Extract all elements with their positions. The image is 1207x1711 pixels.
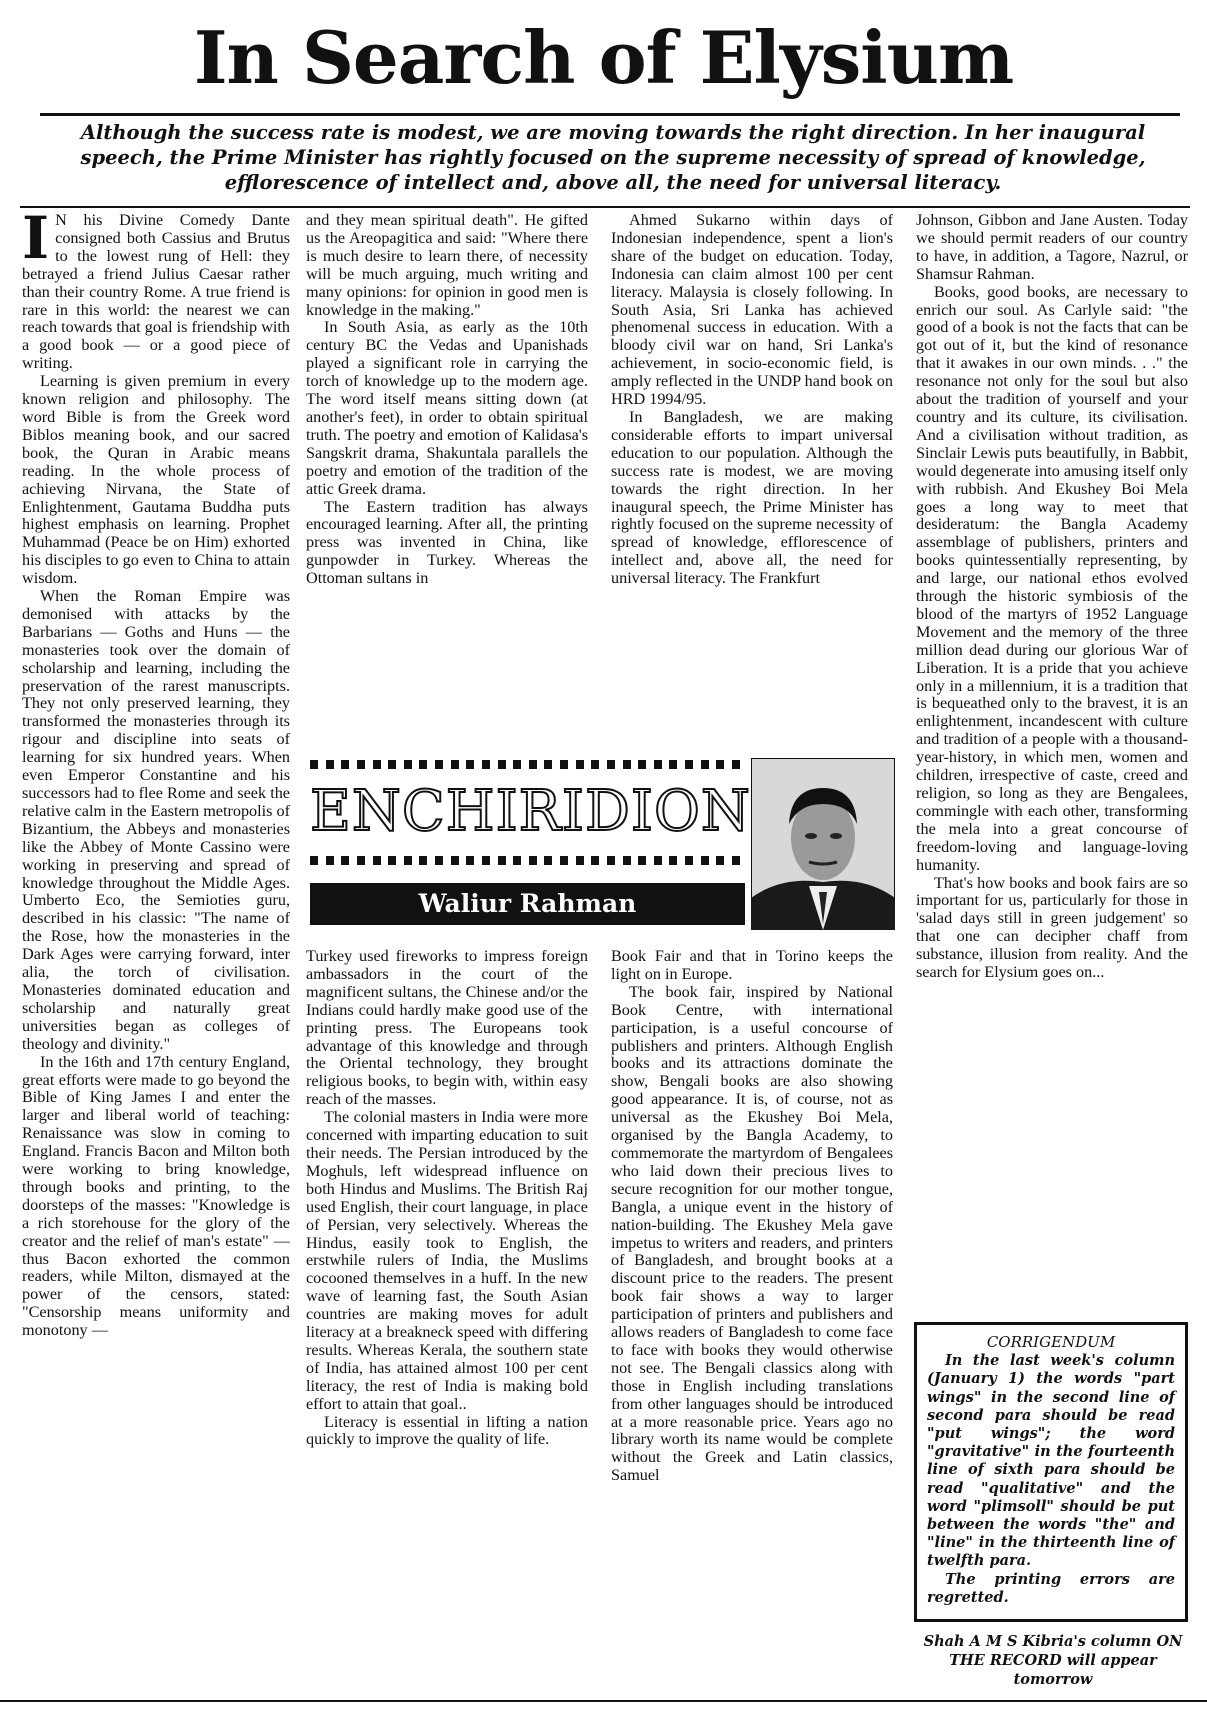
article-column-2-bottom [306,948,588,1700]
article-column-4 [916,212,1188,1312]
paragraph: The colonial masters in India were more concerned with imparting education to suit their needs. The Persian introduced by the Moghuls, left widespread influence on both Hindus and Muslims. The British Raj used English, their court language, in place of Persian, very selectively. Whereas the Hindus, easily took to English, the erstwhile rulers of India, the Muslims cocooned themselves in a huff. In the new wave of learning fast, the South Asian countries are making moves for adult literacy at a breakneck speed with differing results. Whereas Kerala, the southern state of India, has attained almost 100 per cent literacy, the rest of India is making bold effort to attain that goal.. [306,1108,588,1413]
dot-border-bottom [310,856,740,866]
column-banner [310,758,900,938]
paragraph: When the Roman Empire was demonised with attacks by the Barbarians — Goths and Huns — the monasteries took over the domain of scholarship and learning, including the preservation of the rarest manuscripts. They not only preserved learning, they transformed the monasteries through its rigour and discipline into seats of learning for six hundred years. When even Emperor Constantine and his successors had to flee Rome and seek the relative calm in the Eastern metropolis of Bizantium, the Abbeys and monasteries like the Abbey of Monte Cassino were working in preserving and spread of knowledge throughout the Middle Ages. Umberto Eco, the Semioties guru, described in his classic: "The name of the Rose, how the monasteries in the Dark Ages were carrying forward, inter alia, the torch of civilisation. Monasteries dominated education and scholarship and naturally great universities began as colleges of theology and divinity." [22,587,290,1053]
deck-rule [20,206,1190,208]
paragraph: I N his Divine Comedy Dante consigned both Cassius and Brutus to the lowest rung of Hell: they betrayed a friend Julius Caesar rather than their country Rome. A true friend is rare in this world: the nearest we can reach towards that goal is friendship with a good book — or a good piece of writing. [22,212,290,373]
corrigendum-body: In the last week's column (January 1) the words "part wings" in the second line of second para should be read "put wings"; the word "gravitative" in the fourteenth line of sixth para should be read "qualitative" and the word "plimsoll" should be put between the words "the" and "line" in the thirteenth line of twelfth para. [927,1352,1175,1570]
article-column-1 [22,212,290,1700]
paragraph: In the 16th and 17th century England, great efforts were made to go beyond the Bible of King James I and enter the larger and liberal world of teaching: Renaissance was slow in coming to England. Francis Bacon and Milton both were working to bring knowledge, through books and printing, to the doorsteps of the masses: "Knowledge is a rich storehouse for the glory of the creator and the relief of man's estate" — thus Bacon exhorted the common readers, while Milton, dismayed at the power of the censors, stated: "Censorship means uniformity and monotony — [22,1052,290,1340]
column-name: ENCHIRIDION [310,779,751,844]
bottom-rule [0,1700,1207,1702]
paragraph: In Bangladesh, we are making considerable efforts to impart universal education to our population. Although the success rate is modest, we are moving towards the right direction. In her inaugural speech, the Prime Minister has rightly focused on the supreme necessity of spread of knowledge, efflorescence of intellect and, above all, the need for universal literacy. The Frankfurt [611,407,893,588]
article-column-3-top [611,212,893,748]
corrigendum-box [914,1322,1188,1622]
next-column-note: Shah A M S Kibria's column ON THE RECORD will appear tomorrow [923,1633,1183,1688]
paragraph: Literacy is essential in lifting a nation quickly to improve the quality of life. [306,1412,588,1449]
byline: Waliur Rahman [310,883,745,925]
dot-border-top [310,760,740,770]
author-photo [751,758,895,930]
corrigendum-closing: The printing errors are regretted. [927,1570,1175,1606]
headline-rule [40,113,1180,116]
paragraph: The Eastern tradition has always encouraged learning. After all, the printing press was invented in China, like gunpowder in Turkey. Whereas the Ottoman sultans in [306,497,588,588]
paragraph: Ahmed Sukarno within days of Indonesian independence, spent a lion's share of the budget on education. Today, Indonesia can claim almost 100 per cent literacy. Malaysia is closely following. In South Asia, Sri Lanka has achieved phenomenal success in education. With a bloody civil war on hand, Sri Lanka's achievement, in socio-economic field, is amply reflected in the UNDP hand book on HRD 1994/95. [611,212,893,409]
paragraph: In South Asia, as early as the 10th century BC the Vedas and Upanishads played a significant role in carrying the torch of knowledge up to the modern age. The word itself means sitting down (at another's feet), in order to obtain spiritual truth. The poetry and emotion of Kalidasa's Sangskrit drama, Shakuntala parallels the poetry and emotion of the tradition of the attic Greek drama. [306,318,588,498]
paragraph: Books, good books, are necessary to enrich our soul. As Carlyle said: "the good of a book is not the facts that can be got out of it, but the kind of resonance that it awakes in our own minds. . ." the resonance not only for the soul but also about the tradition of yourself and your country and its culture, its civilisation. And a civilisation without tradition, as Sinclair Lewis puts beautifully, in Babbit, would degenerate into amusing itself only with rubbish. And Ekushey Boi Mela goes a long way to meet that desideratum: the Bangla Academy assemblage of publishers, printers and books quintessentially representing, by and large, our national ethos evolved through the historic symbiosis of the blood of the martyrs of 1952 Language Movement and the memory of the three million dead during our glorious War of Liberation. It is a pride that you achieve only in a millennium, it is a tradition that is bequeathed only to the bravest, it is an enlightenment, incandescent with culture and tradition of a people with a thousand-year-history, in which men, women and children, irrespective of caste, creed and religion, so long as they are Bengalees, commingle with each other, transforming the mela into a great concourse of freedom-loving and language-loving humanity. [916,282,1188,874]
paragraph: Johnson, Gibbon and Jane Austen. Today we should permit readers of our country to have, in addition, a Tagore, Nazrul, or Shamsur Rahman. [916,212,1188,283]
paragraph: The book fair, inspired by National Book Centre, with international participation, is a useful concourse of publishers and printers. Although English books and its attractions dominate the show, Bengali books are also showing good appearance. It is, of course, not as universal as the Ekushey Boi Mela, organised by the Bangla Academy, to commemorate the martyrdom of Bengalees who laid down their precious lives to secure recognition for our mother tongue, Bangla, a unique event in the history of nation-building. The Ekushey Mela gave impetus to writers and readers, and printers of Bangladesh, and brought books at a discount price to the readers. The present book fair shows a way to larger participation of printers and publishers and allows readers of Bangladesh to come face to face with books they would otherwise not see. The Bengali classics along with those in English including translations from other languages should be introduced at a more reasonable price. Years ago no library worth its name would be complete without the Greek and Latin classics, Samuel [611,982,893,1485]
headline: In Search of Elysium [193,15,1014,100]
paragraph: and they mean spiritual death". He gifted us the Areopagitica and said: "Where there is much desire to learn there, of necessity will be much arguing, much writing and many opinions: for opinion in good men is knowledge in the making." [306,212,588,319]
paragraph: Turkey used fireworks to impress foreign ambassadors in the court of the magnificent sultans, the Chinese and/or the Indians could hardly make good use of the printing press. The Europeans took advantage of this knowledge and through the Oriental technology, they brought religious books, to begin with, within easy reach of the masses. [306,948,588,1109]
article-column-3-bottom [611,948,893,1700]
deck: Although the success rate is modest, we are moving towards the right direction. In her inaugural speech, the Prime Minister has rightly focused on the supreme necessity of spread of knowledge, efflorescence of intellect and, above all, the need for universal literacy. [80,121,1146,194]
drop-cap: I [22,212,50,272]
article-column-2-top [306,212,588,748]
corrigendum-title: CORRIGENDUM [986,1333,1116,1351]
paragraph: Book Fair and that in Torino keeps the light on in Europe. [611,948,893,983]
paragraph: That's how books and book fairs are so important for us, particularly for those in 'salad days still in green judgement' so that one can decipher chaff from substance, illusion from reality. And the search for Elysium goes on... [916,873,1188,982]
paragraph: Learning is given premium in every known religion and philosophy. The word Bible is from the Greek word Biblos meaning book, and our sacred book, the Quran in Arabic means reading. In the whole process of achieving Nirvana, the State of Enlightenment, Gautama Buddha puts highest emphasis on learning. Prophet Muhammad (Peace be on Him) exhorted his disciples to go even to China to attain wisdom. [22,372,290,588]
